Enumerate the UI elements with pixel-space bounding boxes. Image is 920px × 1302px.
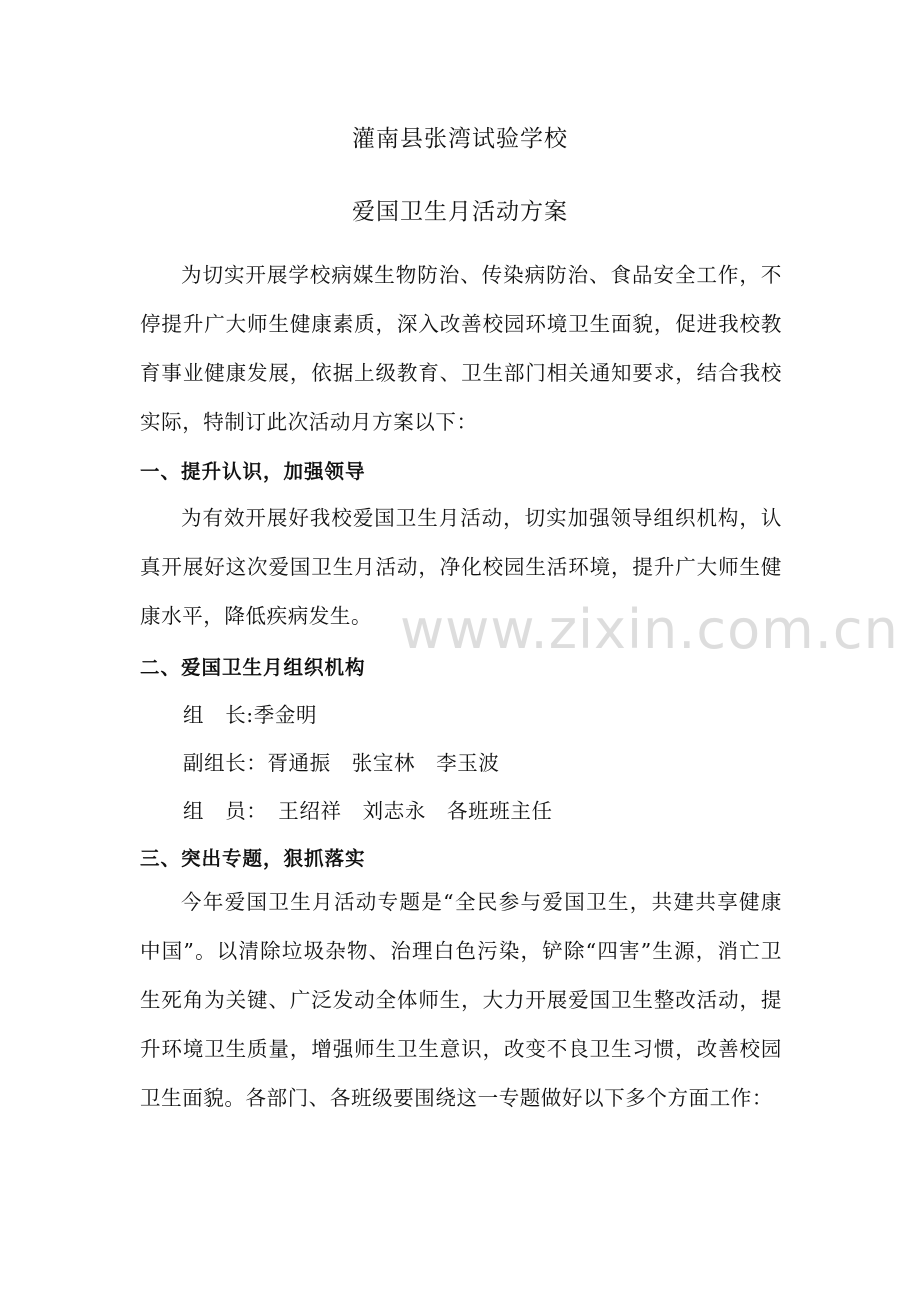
watermark: www.zixin.com.cn [400, 598, 899, 661]
section-heading-2: 二、爱国卫生月组织机构 [140, 656, 366, 679]
school-title: 灌南县张湾试验学校 [352, 126, 568, 152]
section-3-paragraph: 今年爱国卫生月活动专题是“全民参与爱国卫生，共建共享健康中国”。以清除垃圾杂物、治理白色污染，铲除“四害”生源，消亡卫生死角为关键、广泛发动全体师生，大力开展爱国卫生整改活动，提升环境卫生质量，增强师生卫生意识，改变不良卫生习惯，改善校园卫生面貌。各部门、各班级要围绕这一专题做好以下多个方面工作： [140, 890, 782, 1110]
plan-title: 爱国卫生月活动方案 [352, 199, 568, 225]
section-heading-1: 一、提升认识，加强领导 [140, 460, 366, 483]
section-heading-3: 三、突出专题，狠抓落实 [140, 847, 366, 870]
section-1-paragraph: 为有效开展好我校爱国卫生月活动，切实加强领导组织机构，认真开展好这次爱国卫生月活动，净化校园生活环境，提升广大师生健康水平，降低疾病发生。 [140, 506, 782, 628]
member-deputy-leaders: 副组长：胥通振 张宝林 李玉波 [183, 751, 500, 775]
member-team: 组 员： 王绍祥 刘志永 各班班主任 [183, 799, 553, 823]
member-leader: 组 长:季金明 [183, 703, 318, 727]
intro-paragraph: 为切实开展学校病媒生物防治、传染病防治、食品安全工作，不停提升广大师生健康素质，深入改善校园环境卫生面貌，促进我校教育事业健康发展，依据上级教育、卫生部门相关通知要求，结合我校实际，特制订此次活动月方案以下： [140, 263, 782, 434]
